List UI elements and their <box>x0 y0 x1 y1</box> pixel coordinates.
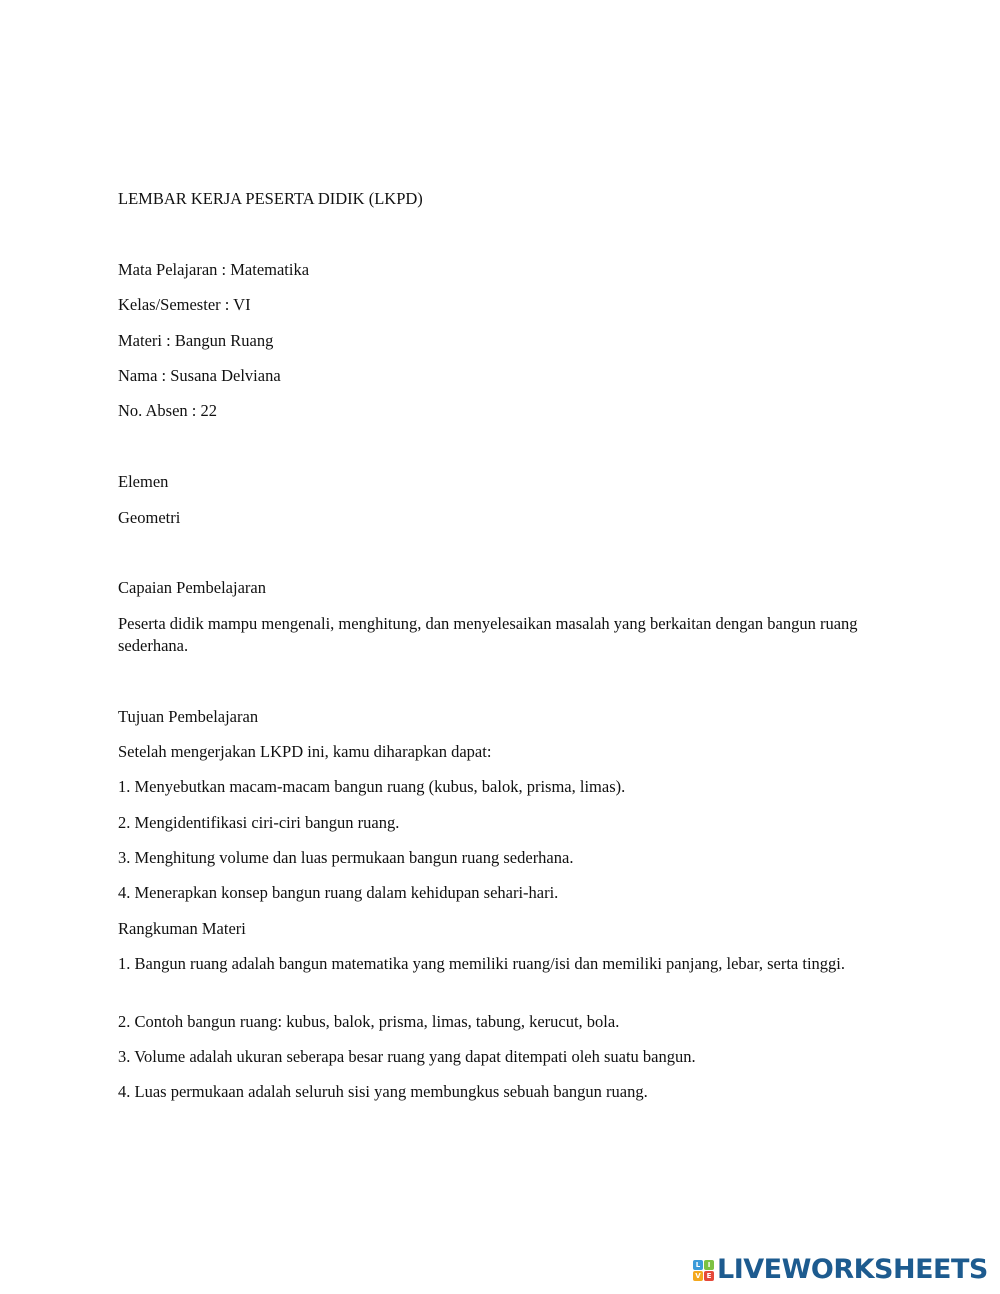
summary-item-4: 4. Luas permukaan adalah seluruh sisi yang membungkus sebuah bangun ruang. <box>118 1082 648 1101</box>
objective-item-4: 4. Menerapkan konsep bangun ruang dalam kehidupan sehari-hari. <box>118 883 559 902</box>
element-value: Geometri <box>118 508 181 527</box>
summary-item-1: 1. Bangun ruang adalah bangun matematika yang memiliki ruang/isi dan memiliki panjang, lebar, serta tinggi. <box>118 954 845 973</box>
liveworksheets-logo-text: LIVEWORKSHEETS <box>717 1254 988 1285</box>
logo-tile-e: E <box>704 1271 714 1281</box>
class-line: Kelas/Semester : VI <box>118 295 251 314</box>
document-title: LEMBAR KERJA PESERTA DIDIK (LKPD) <box>118 189 423 208</box>
liveworksheets-logo-icon <box>693 1260 714 1281</box>
logo-tile-v: V <box>693 1271 703 1281</box>
subject-line: Mata Pelajaran : Matematika <box>118 260 310 279</box>
summary-item-3: 3. Volume adalah ukuran seberapa besar ruang yang dapat ditempati oleh suatu bangun. <box>118 1047 696 1066</box>
logo-tile-i: I <box>704 1260 714 1270</box>
logo-tile-l: L <box>693 1260 703 1270</box>
material-line: Materi : Bangun Ruang <box>118 331 274 350</box>
objective-item-3: 3. Menghitung volume dan luas permukaan bangun ruang sederhana. <box>118 848 574 867</box>
achievement-heading: Capaian Pembelajaran <box>118 578 266 597</box>
absence-number-line: No. Absen : 22 <box>118 401 217 420</box>
summary-heading: Rangkuman Materi <box>118 919 246 938</box>
achievement-text: Peserta didik mampu mengenali, menghitung, dan menyelesaikan masalah yang berkaitan dengan bangun ruang sederhana. <box>118 614 858 655</box>
objective-item-1: 1. Menyebutkan macam-macam bangun ruang (kubus, balok, prisma, limas). <box>118 777 626 796</box>
liveworksheets-logo <box>693 1255 988 1285</box>
element-heading: Elemen <box>118 472 169 491</box>
objectives-intro: Setelah mengerjakan LKPD ini, kamu diharapkan dapat: <box>118 742 492 761</box>
student-name-line: Nama : Susana Delviana <box>118 366 281 385</box>
summary-item-2: 2. Contoh bangun ruang: kubus, balok, prisma, limas, tabung, kerucut, bola. <box>118 1012 620 1031</box>
objective-item-2: 2. Mengidentifikasi ciri-ciri bangun ruang. <box>118 813 400 832</box>
objectives-heading: Tujuan Pembelajaran <box>118 707 259 726</box>
